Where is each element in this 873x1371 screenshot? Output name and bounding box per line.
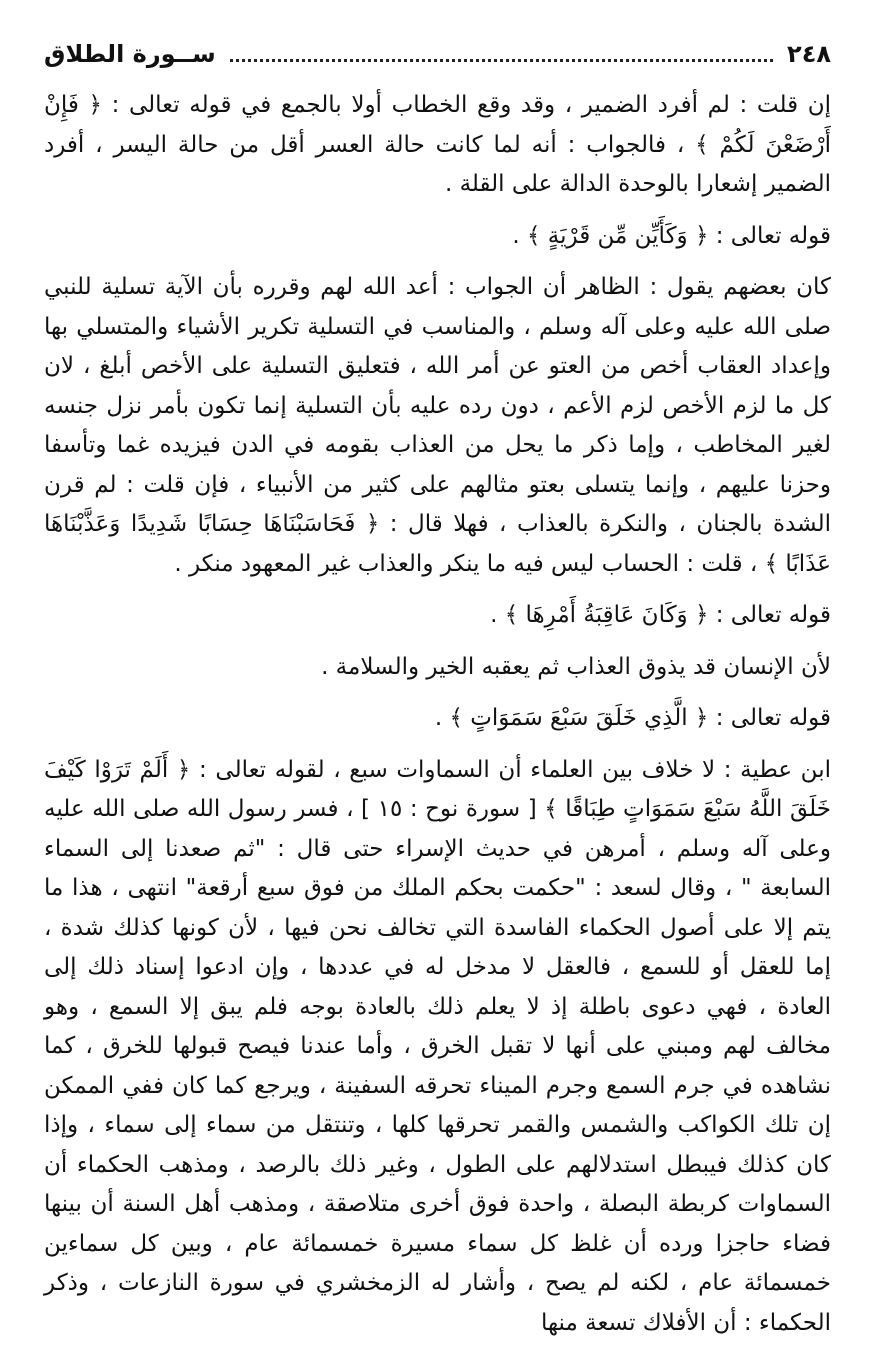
paragraph-1: إن قلت : لم أفرد الضمير ، وقد وقع الخطاب أولا بالجمع في قوله تعالى : ﴿ فَإِنْ أَرْضَعْنَ لَكُمْ ﴾ ، فالجواب : أنه لما كانت حالة العسر أقل من حالة اليسر ، أفرد الضمير إشعارا بالوحدة الدالة على القلة . (44, 92, 831, 197)
paragraph-2: قوله تعالى : ﴿ وَكَأَيِّن مِّن قَرْيَةٍ ﴾ . (512, 222, 831, 249)
page-header (44, 40, 831, 84)
page-number: ٢٤٨ (787, 40, 831, 68)
paragraph-gap (44, 205, 831, 217)
paragraph-gap (44, 584, 831, 596)
paragraph-5: لأن الإنسان قد يذوق العذاب ثم يعقبه الخير والسلامة . (321, 653, 831, 680)
dotted-leader (230, 58, 773, 62)
paragraph-gap (44, 636, 831, 648)
running-title: ســورة الطلاق (44, 40, 216, 68)
paragraph-gap (44, 256, 831, 268)
paragraph-7: ابن عطية : لا خلاف بين العلماء أن السماوات سبع ، لقوله تعالى : ﴿ أَلَمْ تَرَوْا كَيْفَ خَلَقَ اللَّهُ سَبْعَ سَمَوَاتٍ طِبَاقًا ﴾ [ سورة نوح : ١٥ ] ، فسر رسول الله صلى الله عليه وعلى آله وسلم ، أمرهن في حديث الإسراء حتى قال : "ثم صعدنا إلى السماء السابعة " ، وقال لسعد : "حكمت بحكم الملك من فوق سبع أرقعة" انتهى ، هذا ما يتم إلا على أصول الحكماء الفاسدة التي تخالف نحن فيها ، لأن كونها كذلك شدة ، إما للعقل أو للسمع ، فالعقل لا مدخل له في عددها ، وإن ادعوا إسناد ذلك إلى العادة ، فهي دعوى باطلة إذ لا يعلم ذلك بالعادة بوجه فلم يبق إلا السمع ، وهو مخالف لهم ومبني على أنها لا تقبل الخرق ، وأما عندنا فيصح قبولها للخرق ، كما نشاهده في جرم السمع وجرم الميناء تحرقه السفينة ، ويرجع كما كان ففي الممكن إن تلك الكواكب والشمس والقمر تحرقها كلها ، وتنتقل من سماء إلى سماء ، وإذا كان كذلك فيبطل استدلالهم على الطول ، وغير ذلك بالرصد ، ومذهب الحكماء أن السماوات كربطة البصلة ، واحدة فوق أخرى متلاصقة ، ومذهب أهل السنة أن بينها فضاء حاجزا ورده أن غلظ كل سماء مسيرة خمسمائة عام ، وبين كل سماءين خمسمائة عام ، لكنه لم يصح ، وأشار له الزمخشري في سورة النازعات ، وذكر الحكماء : أن الأفلاك تسعة منها (44, 756, 832, 1336)
paragraph-gap (44, 687, 831, 699)
paragraph-gap (44, 739, 831, 751)
paragraph-3: كان بعضهم يقول : الظاهر أن الجواب : أعد الله لهم وقرره بأن الآية تسلية للنبي صلى الله عليه وعلى آله وسلم ، والمناسب في التسلية تكرير الأشياء والمتسلي بها وإعداد العقاب أخص من العتو عن أمر الله ، فتعليق التسلية على الأخص أبلغ ، لان كل ما لزم الأخص لزم الأعم ، دون رده عليه بأن التسلية إنما تكون بأمر نزل جنسه لغير المخاطب ، وإما ذكر ما يحل من العذاب بقومه في الدن فيزيده غما وتأسفا وحزنا عليهم ، وإنما يتسلى بعتو مثالهم على كثير من الأنبياء ، فإن قلت : لم قرن الشدة بالجنان ، والنكرة بالعذاب ، فهلا قال : ﴿ فَحَاسَبْنَاهَا حِسَابًا شَدِيدًا وَعَذَّبْنَاهَا عَذَابًا ﴾ ، قلت : الحساب ليس فيه ما ينكر والعذاب غير المعهود منكر . (44, 274, 831, 577)
paragraph-6: قوله تعالى : ﴿ الَّذِي خَلَقَ سَبْعَ سَمَوَاتٍ ﴾ . (434, 705, 831, 731)
paragraph-4: قوله تعالى : ﴿ وَكَانَ عَاقِبَةُ أَمْرِهَا ﴾ . (490, 602, 831, 628)
